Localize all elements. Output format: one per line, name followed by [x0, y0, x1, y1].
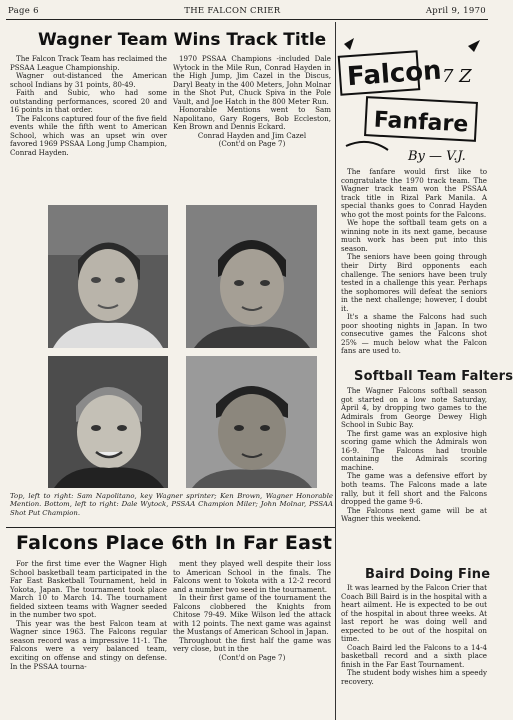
- paragraph: The Falcons next game will be at Wagner this weekend.: [341, 505, 487, 524]
- track-headline: Wagner Team Wins Track Title: [38, 30, 327, 50]
- continued-note: (Cont'd on Page 7): [218, 653, 286, 663]
- masthead-rule: [6, 19, 488, 20]
- falcon-fanfare-logo: [338, 36, 486, 166]
- page-number: Page 6: [8, 6, 39, 16]
- far-east-column-1: [10, 560, 167, 671]
- fanfare-column: [341, 168, 487, 356]
- paragraph: The Falcon Track Team has reclaimed the PSSAA League Championship.: [10, 54, 167, 72]
- paragraph: The fanfare would first like to congratulate the 1970 track team. The Wagner track team won the PSSAA track title in Rizal Park Manila. A special thanks goes to Conrad Hayden who got the most points for the Falcons.: [341, 167, 487, 219]
- far-east-column-2: [173, 560, 331, 663]
- baird-column: [341, 584, 487, 687]
- paragraph: The game was a defensive effort by both teams. The Falcons made a late rally, but it fell short and the Falcons dropped the game 9-6.: [341, 471, 487, 507]
- paragraph: For the first time ever the Wagner High School basketball team participated in the Far East Basketball Tournament, held in Yokota, Japan. The tournament took place March 10 to March 14. The tournament fielded sixteen teams with Wagner seeded in the number two spot.: [10, 559, 167, 620]
- section-rule: [6, 527, 335, 528]
- photo-napolitano: [48, 205, 168, 348]
- photo-molnar: [186, 356, 317, 488]
- softball-column: [341, 387, 487, 524]
- masthead: [8, 4, 486, 18]
- track-column-1: [10, 55, 167, 158]
- paragraph: Faith and Subic, who had some outstanding performances, scored 20 and 16 points in that order.: [10, 88, 167, 115]
- column-divider: [335, 22, 336, 720]
- paragraph: It was learned by the Falcon Crier that Coach Bill Baird is in the hospital with a heart ailment. He is expected to be out of the hospital in about three weeks. At last report he was doing well and expected to be out of the hospital on time.: [341, 583, 487, 644]
- issue-date: April 9, 1970: [425, 6, 486, 16]
- track-column-2: [173, 55, 331, 149]
- paragraph: The Wagner Falcons softball season got started on a low note Saturday, April 4, by dropping two games to the Admirals from George Dewey High School in Subic Bay.: [341, 386, 487, 430]
- byline: Conrad Hayden and Jim Cazel: [197, 130, 307, 140]
- logo-artwork: [338, 36, 486, 166]
- paragraph: ment they played well despite their loss to American School in the finals. The Falcons went to Yokota with a 12-2 record and a number two seed in the tournament.: [173, 559, 331, 594]
- logo-line-2: Fanfare: [373, 107, 469, 138]
- paragraph: In their first game of the tournament the Falcons clobbered the Knights from Chitose 79-49. Mike Wilson led the attack with 12 points. The next game was against the Mustangs of American School in Japan.: [173, 593, 331, 637]
- paragraph: Throughout the first half the game was very close, but in the: [173, 635, 331, 654]
- photo-caption: Top, left to right: Sam Napolitano, key Wagner sprinter; Ken Brown, Wagner Honorable Mention. Bottom, left to right: Dale Wytock, PSSAA Champion Miler; John Molnar, PSSAA Shot Put Champion.: [10, 492, 333, 517]
- paragraph: The seniors have been going through their Dirty Bird opponents each challenge. The seniors have been truly tested in a challenge this year. Perhaps the sophomores will defeat the seniors in the next challenge; however, I doubt it.: [341, 252, 487, 313]
- paragraph: The first game was an explosive high scoring game which the Admirals won 16-9. The Falcons had trouble containing the Admirals scoring machine.: [341, 428, 487, 472]
- continued-note: (Cont'd on Page 7): [218, 139, 286, 149]
- logo-byline: By — V.J.: [408, 149, 466, 164]
- paragraph: It's a shame the Falcons had such poor shooting nights in Japan. In two consecutive games the Falcons shot 25% — much below what the Falcon fans are used to.: [341, 312, 487, 356]
- paper-name: THE FALCON CRIER: [184, 6, 281, 16]
- paragraph: Honorable Mentions went to Sam Napolitano, Gary Rogers, Bob Eccleston, Ken Brown and Dennis Eckard.: [173, 105, 331, 132]
- logo-line-1: Falcon: [346, 55, 443, 93]
- paragraph: We hope the softball team gets on a winning note in its next game, because much work has been put into this season.: [341, 218, 487, 253]
- paragraph: The student body wishes him a speedy recovery.: [341, 668, 487, 687]
- paragraph: Coach Baird led the Falcons to a 14-4 basketball record and a sixth place finish in the Far East Tournament.: [341, 642, 487, 669]
- paragraph: The Falcons captured four of the five field events while the fifth went to American School, which was an upset win over favored 1969 PSSAA Long Jump Champion, Conrad Hayden.: [10, 113, 168, 158]
- photo-wytock: [48, 356, 168, 488]
- paragraph: Wagner out-distanced the American school Indians by 31 points, 80-49.: [10, 71, 167, 89]
- softball-headline: Softball Team Falters: [354, 369, 513, 384]
- paragraph: 1970 PSSAA Champions -included Dale Wytock in the Mile Run, Conrad Hayden in the High Jump, Jim Cazel in the Discus, Daryl Beaty in the 400 Meters, John Molnar in the Shot Put, Chuck Spiva in the Pole Vault, and Joe Hatch in the 800 Meter Run.: [173, 54, 331, 106]
- paragraph: This year was the best Falcon team at Wagner since 1963. The Falcons regular season record was a impressive 11-1. The Falcons were a very balanced team, exciting on offense and stingy on defense. In the PSSAA tourna-: [10, 618, 167, 671]
- logo-numerals: 7 Z: [442, 66, 472, 87]
- baird-headline: Baird Doing Fine: [365, 567, 491, 582]
- photo-brown: [186, 205, 317, 348]
- far-east-headline: Falcons Place 6th In Far East: [16, 532, 333, 554]
